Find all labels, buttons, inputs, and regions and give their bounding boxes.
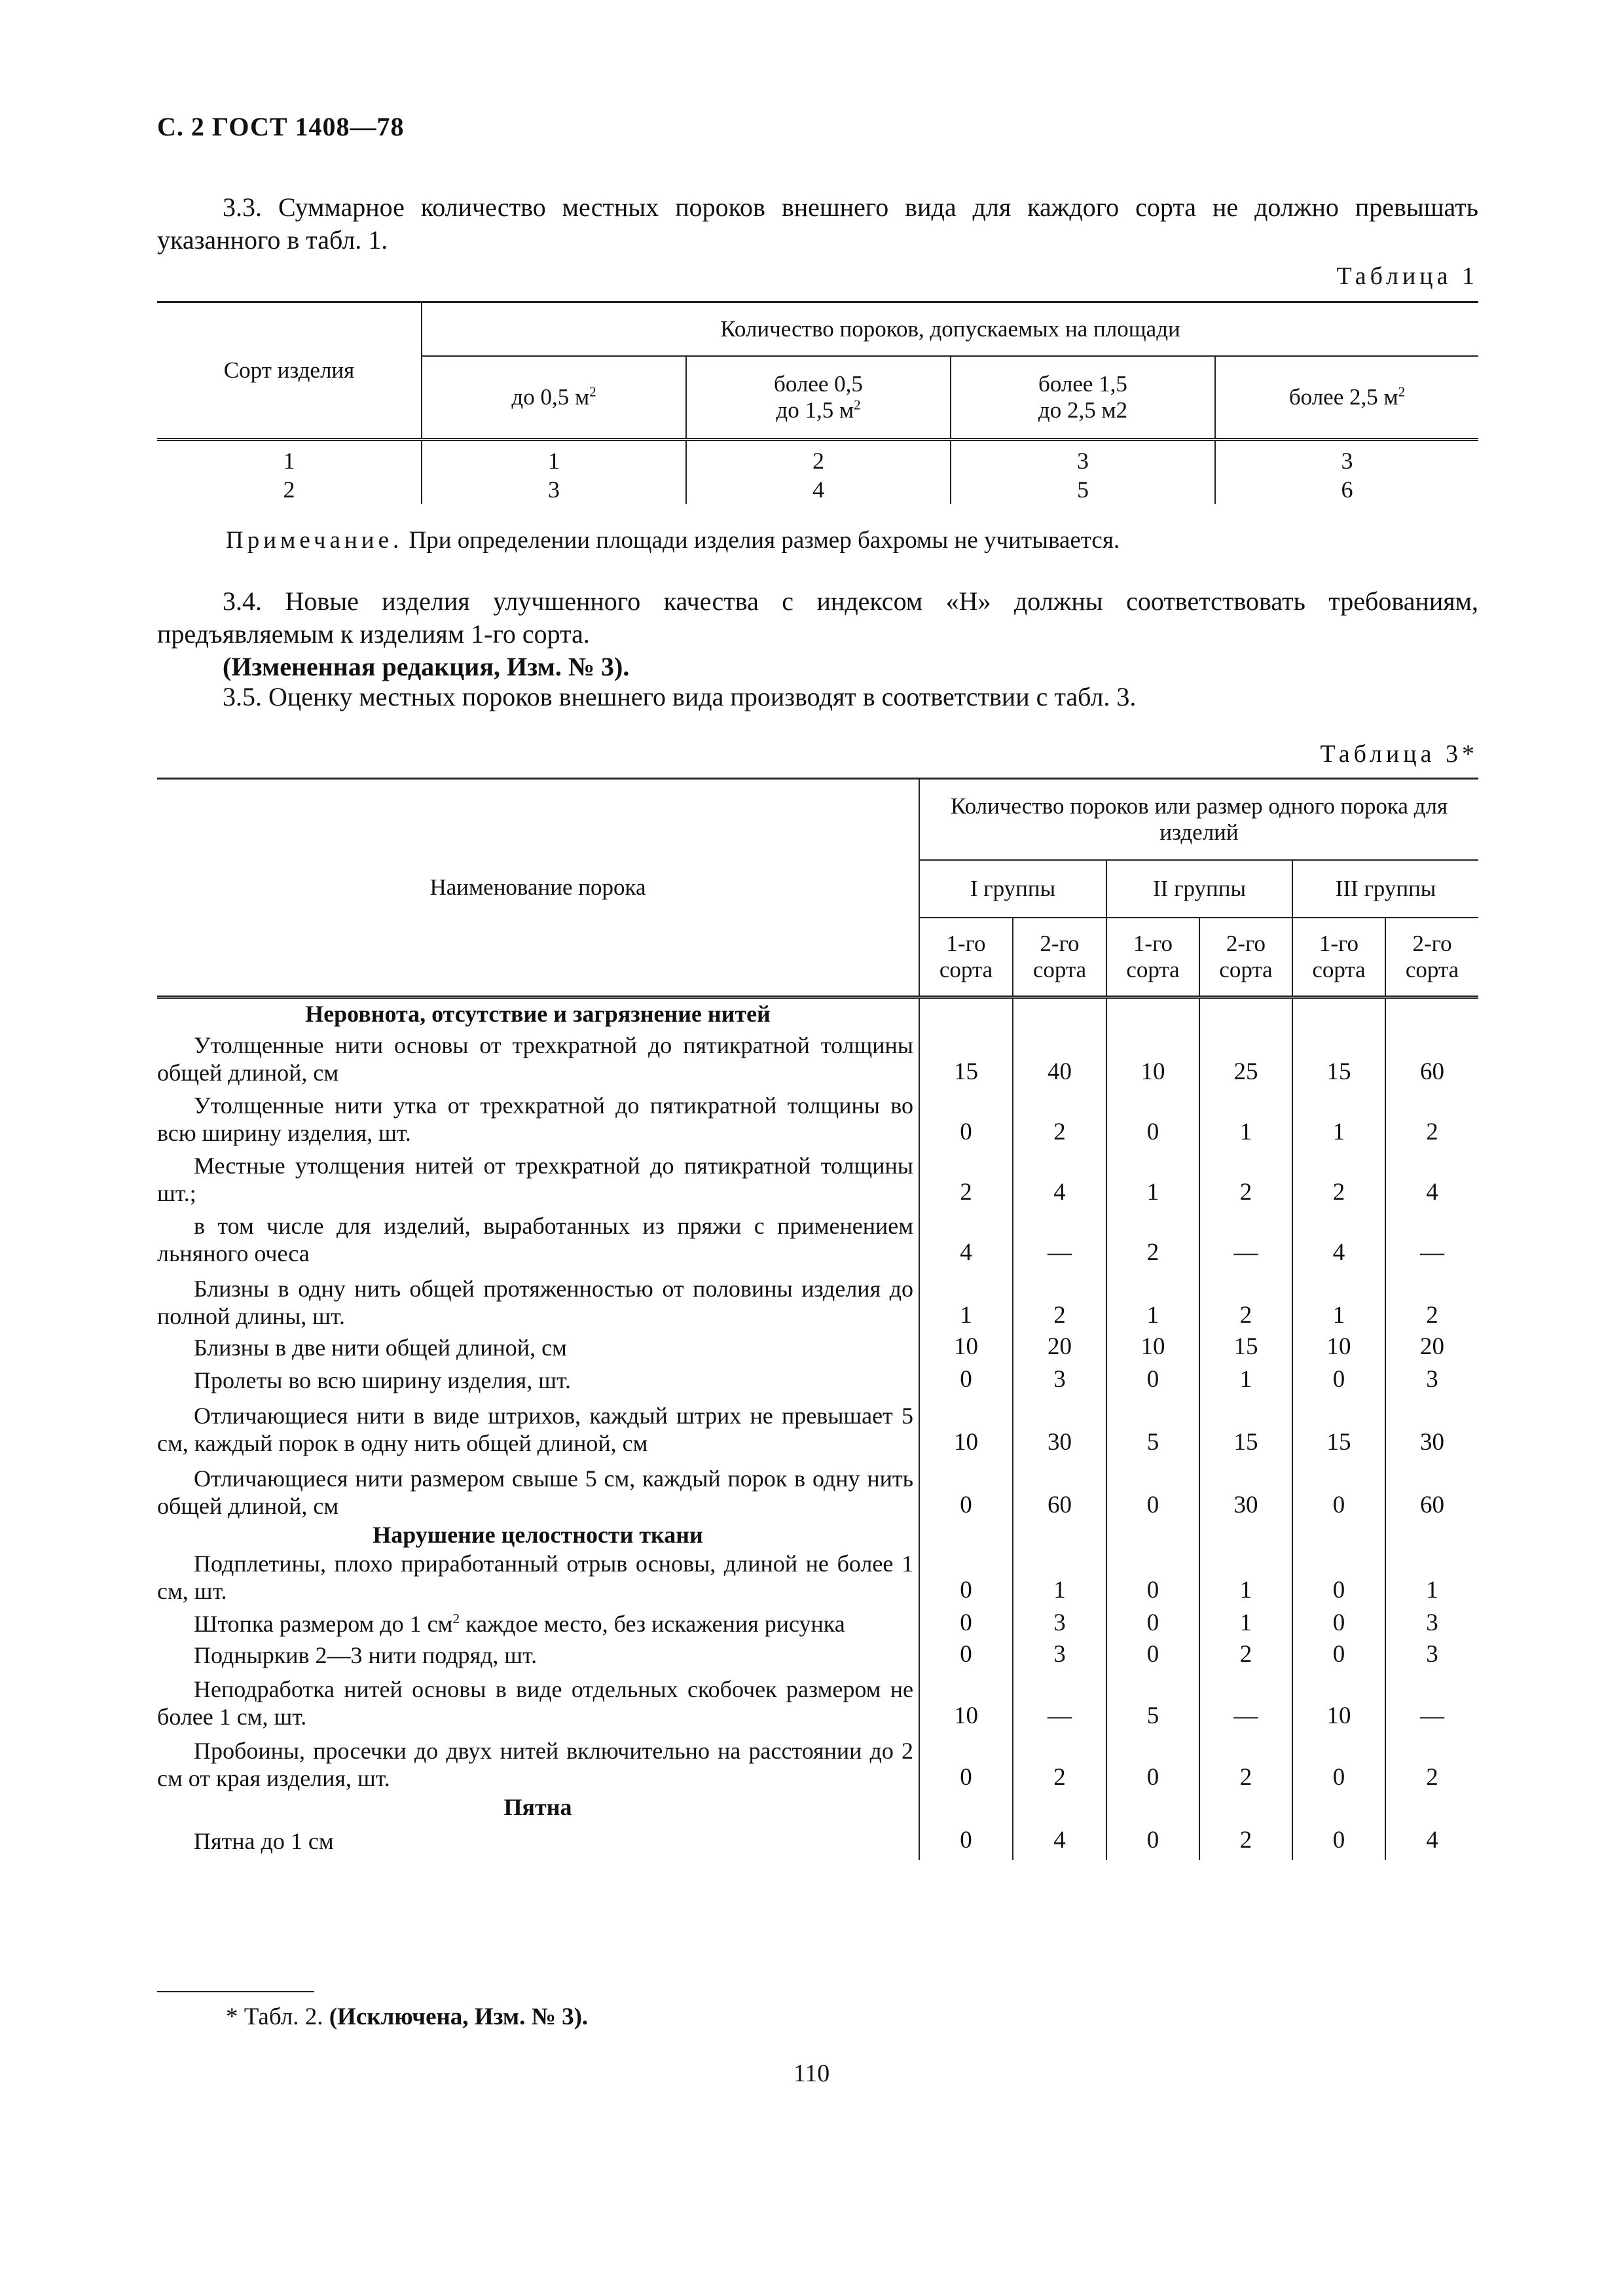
table3-header-quantity: Количество пороков или размер одного порока для изделий bbox=[919, 779, 1478, 861]
table3-row: Подныркив 2—3 нити подряд, шт. 0 3 0 2 0 3 bbox=[157, 1638, 1478, 1669]
table3-sort-header: 2-го сорта bbox=[1199, 918, 1292, 997]
paragraph-3-5: 3.5. Оценку местных пороков внешнего вида производят в соответствии с табл. 3. bbox=[223, 682, 1137, 711]
table3-sort-header: 2-го сорта bbox=[1013, 918, 1106, 997]
table3-group-3: III группы bbox=[1292, 860, 1478, 918]
table3-row: Пролеты во всю ширину изделия, шт. 0 3 0 1 0 3 bbox=[157, 1361, 1478, 1394]
table3-sort-header: 1-го сорта bbox=[1292, 918, 1385, 997]
table3-group-1: I группы bbox=[919, 860, 1106, 918]
table3-row: Утолщенные нити основы от трехкратной до пятикратной толщины общей длиной, см 15 40 10 25 15 60 bbox=[157, 1029, 1478, 1086]
table3-row: в том числе для изделий, выработанных из пряжи с применением льняного очеса 4 — 2 — 4 — bbox=[157, 1207, 1478, 1267]
table3-row: Подплетины, плохо приработанный отрыв основы, длиной не более 1 см, шт. 0 1 0 1 0 1 bbox=[157, 1550, 1478, 1605]
table3-row: Пробоины, просечки до двух нитей включительно на расстоянии до 2 см от края изделия, шт. 0 2 0 2 0 2 bbox=[157, 1731, 1478, 1792]
table3-row: Отличающиеся нити размером свыше 5 см, каждый порок в одну нить общей длиной, см 0 60 0 30 0 60 bbox=[157, 1457, 1478, 1520]
table3-section-row: Нарушение целостности ткани bbox=[157, 1520, 1478, 1550]
table3-sort-header: 1-го сорта bbox=[919, 918, 1013, 997]
table3-row: Отличающиеся нити в виде штрихов, каждый штрих не превышает 5 см, каждый порок в одну нить общей длиной, см 10 30 5 15 15 30 bbox=[157, 1394, 1478, 1457]
table3-row: Неподработка нитей основы в виде отдельных скобочек размером не более 1 см, шт. 10 — 5 — 10 — bbox=[157, 1669, 1478, 1731]
table3-row: Штопка размером до 1 $см^2$ каждое место, без искажения рисунка 0 3 0 1 0 3 bbox=[157, 1605, 1478, 1638]
table3-row: Утолщенные нити утка от трехкратной до пятикратной толщины во всю ширину изделия, шт. 0 2 0 1 1 2 bbox=[157, 1086, 1478, 1147]
table-1 bbox=[157, 301, 1478, 504]
table3-sort-header: 2-го сорта bbox=[1385, 918, 1478, 997]
table1-note: Примечание. При определении площади изделия размер бахромы не учитывается. bbox=[226, 527, 1120, 554]
table3-section-row: Неровнота, отсутствие и загрязнение нитей bbox=[157, 997, 1478, 1030]
table1-caption: Таблица 1 bbox=[1336, 262, 1478, 290]
table1-header-area-3: более 1,5 до 2,5 м2 bbox=[951, 356, 1215, 440]
footnote-divider bbox=[157, 1991, 314, 1992]
table1-row: 1 1 2 3 3 bbox=[157, 440, 1478, 476]
table1-header-area-4: более 2,5 $м^2$ bbox=[1215, 356, 1478, 440]
table3-row: Пятна до 1 см 0 4 0 2 0 4 bbox=[157, 1822, 1478, 1860]
table3-section-row: Пятна bbox=[157, 1792, 1478, 1822]
table3-row: Местные утолщения нитей от трехкратной до пятикратной толщины шт.; 2 4 1 2 2 4 bbox=[157, 1147, 1478, 1207]
table3-group-2: II группы bbox=[1106, 860, 1292, 918]
table3-row: Близны в одну нить общей протяженностью от половины изделия до полной длины, шт. 1 2 1 2 1 2 bbox=[157, 1267, 1478, 1330]
paragraph-3-4: 3.4. Новые изделия улучшенного качества с индексом «Н» должны соответствовать требованиям, предъявляемым к изделиям 1-го сорта. bbox=[157, 586, 1478, 649]
table1-header-area-1: до 0,5 $м^2$ bbox=[422, 356, 686, 440]
table3-row: Близны в две нити общей длиной, см 10 20 10 15 10 20 bbox=[157, 1330, 1478, 1361]
table1-row: 2 3 4 5 6 bbox=[157, 475, 1478, 504]
page-header: С. 2 ГОСТ 1408—78 bbox=[157, 112, 405, 141]
table3-sort-header: 1-го сорта bbox=[1106, 918, 1199, 997]
paragraph-3-3: 3.3. Суммарное количество местных пороков внешнего вида для каждого сорта не должно превышать указанного в табл. 1. bbox=[157, 192, 1478, 255]
table3-header-name: Наименование порока bbox=[157, 779, 919, 997]
table1-header-area-2: более 0,5 до 1,5 $м^2$ bbox=[686, 356, 951, 440]
table1-header-quantity: Количество пороков, допускаемых на площади bbox=[422, 302, 1478, 357]
footnote: * Табл. 2. (Исключена, Изм. № 3). bbox=[226, 2003, 589, 2030]
amendment-note: (Измененная редакция, Изм. № 3). bbox=[223, 652, 630, 681]
table1-header-sort: Сорт изделия bbox=[157, 302, 422, 440]
table-3 bbox=[157, 778, 1478, 1860]
page-number: 110 bbox=[793, 2060, 830, 2087]
table3-caption: Таблица 3* bbox=[1320, 740, 1478, 768]
